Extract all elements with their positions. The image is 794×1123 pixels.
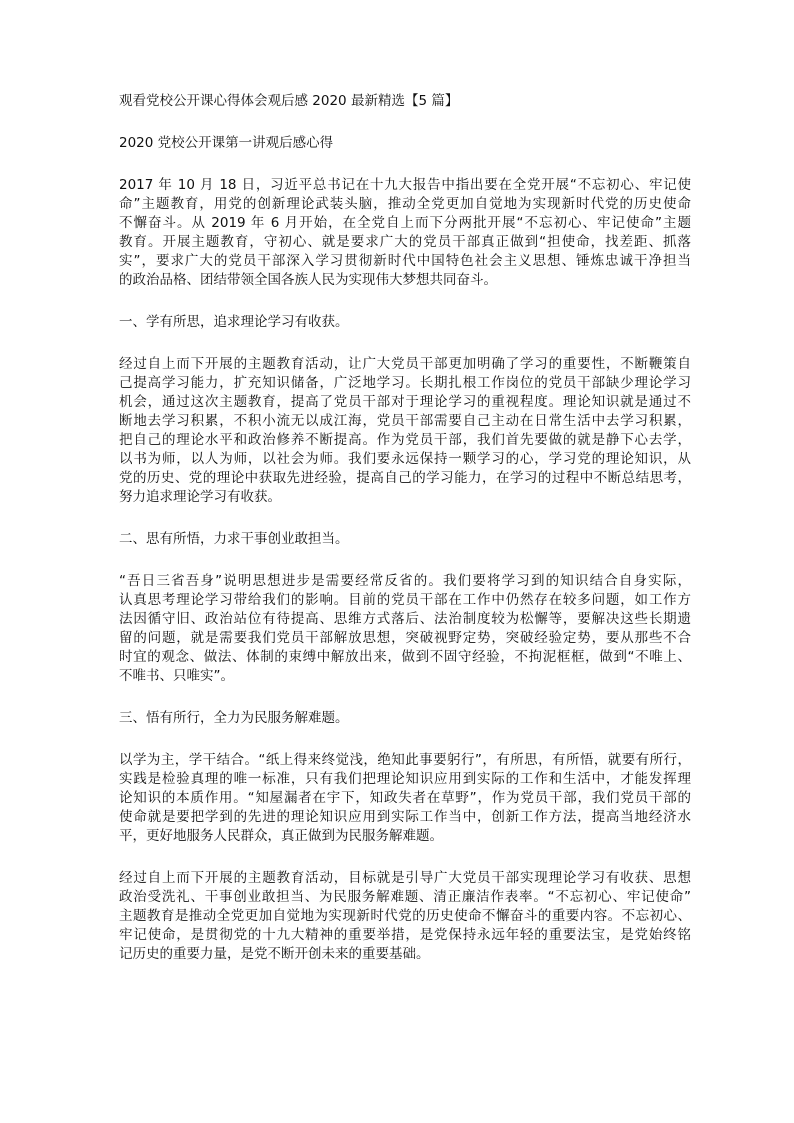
paragraph-line: 的政治品格、团结带领全国各族人民为实现伟大梦想共同奋斗。 bbox=[119, 272, 497, 288]
paragraph-line: 主题教育是推动全党更加自觉地为实现新时代党的历史使命不懈奋斗的重要内容。不忘初心、 bbox=[119, 908, 691, 924]
paragraph-line: 努力追求理论学习有收获。 bbox=[119, 489, 281, 505]
paragraph-line: 己提高学习能力，扩充知识储备，广泛地学习。长期扎根工作岗位的党员干部缺少理论学习 bbox=[119, 375, 691, 391]
paragraph-line: 不唯书、只唯实”。 bbox=[119, 668, 234, 684]
paragraph-line: 机会，通过这次主题教育，提高了党员干部对于理论学习的重视程度。理论知识就是通过不 bbox=[119, 394, 691, 410]
paragraph-line: 不懈奋斗。从 2019 年 6 月开始，在全党自上而下分两批开展“不忘初心、牢记使命”主题 bbox=[119, 215, 691, 231]
paragraph-line: 经过自上而下开展的主题教育活动，目标就是引导广大党员干部实现理论学习有收获、思想 bbox=[119, 870, 691, 886]
paragraph-line: 论知识的本质作用。“知屋漏者在宇下，知政失者在草野”，作为党员干部，我们党员干部的 bbox=[119, 790, 691, 806]
paragraph-line: 牢记使命，是贯彻党的十九大精神的重要举措，是党保持永远年轻的重要法宝，是党始终铭 bbox=[119, 927, 691, 943]
document-subtitle: 2020 党校公开课第一讲观后感心得 bbox=[119, 135, 334, 151]
paragraph-line: 以书为师，以人为师，以社会为师。我们要永远保持一颗学习的心，学习党的理论知识，从 bbox=[119, 451, 691, 467]
paragraph-line: 记历史的重要力量，是党不断开创未来的重要基础。 bbox=[119, 946, 430, 962]
paragraph-line: 时宜的观念、做法、体制的束缚中解放出来，做到不固守经验，不拘泥框框，做到“不唯上、 bbox=[119, 649, 691, 665]
document-title: 观看党校公开课心得体会观后感 2020 最新精选【5 篇】 bbox=[119, 93, 459, 109]
section-heading bbox=[119, 530, 691, 549]
body-paragraph bbox=[119, 751, 691, 846]
paragraph-line: 教育。开展主题教育，守初心、就是要求广大的党员干部真正做到“担使命，找差距、抓落 bbox=[119, 234, 691, 250]
paragraph-line: 把自己的理论水平和政治修养不断提高。作为党员干部，我们首先要做的就是静下心去学， bbox=[119, 432, 691, 448]
paragraph-line: 以学为主，学干结合。“纸上得来终觉浅，绝知此事要躬行”，有所思，有所悟，就要有所行， bbox=[119, 752, 691, 768]
paragraph-line: 认真思考理论学习带给我们的影响。目前的党员干部在工作中仍然存在较多问题，如工作方 bbox=[119, 592, 691, 608]
heading-text: 一、学有所思，追求理论学习有收获。 bbox=[119, 314, 349, 330]
heading-text: 三、悟有所行，全力为民服务解难题。 bbox=[119, 710, 349, 726]
paragraph-line: 经过自上而下开展的主题教育活动，让广大党员干部更加明确了学习的重要性，不断鞭策自 bbox=[119, 356, 691, 372]
paragraph-line: 断地去学习积累，不积小流无以成江海，党员干部需要自己主动在日常生活中去学习积累， bbox=[119, 413, 691, 429]
body-paragraph bbox=[119, 176, 691, 290]
paragraph-line: “吾日三省吾身”说明思想进步是需要经常反省的。我们要将学习到的知识结合自身实际， bbox=[119, 573, 691, 589]
paragraph-line: 法因循守旧、政治站位有待提高、思维方式落后、法治制度较为松懈等，要解决这些长期遗 bbox=[119, 611, 691, 627]
paragraph-line: 命”主题教育，用党的创新理论武装头脑，推动全党更加自觉地为实现新时代党的历史使命 bbox=[119, 196, 691, 212]
document-body bbox=[119, 176, 691, 964]
paragraph-line: 使命就是要把学到的先进的理论知识应用到实际工作当中，创新工作方法，提高当地经济水 bbox=[119, 809, 691, 825]
paragraph-line: 实践是检验真理的唯一标准，只有我们把理论知识应用到实际的工作和生活中，才能发挥理 bbox=[119, 771, 691, 787]
section-heading bbox=[119, 313, 691, 332]
body-paragraph bbox=[119, 355, 691, 507]
paragraph-line: 2017 年 10 月 18 日，习近平总书记在十九大报告中指出要在全党开展“不忘初心、牢记使 bbox=[119, 177, 691, 193]
paragraph-line: 留的问题，就是需要我们党员干部解放思想，突破视野定势，突破经验定势，要从那些不合 bbox=[119, 630, 691, 646]
section-heading bbox=[119, 709, 691, 728]
paragraph-line: 实”，要求广大的党员干部深入学习贯彻新时代中国特色社会主义思想、锤炼忠诚干净担当 bbox=[119, 253, 691, 269]
body-paragraph bbox=[119, 869, 691, 964]
paragraph-line: 平，更好地服务人民群众，真正做到为民服务解难题。 bbox=[119, 828, 443, 844]
body-paragraph bbox=[119, 572, 691, 686]
paragraph-line: 党的历史、党的理论中获取先进经验，提高自己的学习能力，在学习的过程中不断总结思考， bbox=[119, 470, 691, 486]
document-page bbox=[119, 92, 691, 987]
heading-text: 二、思有所悟，力求干事创业敢担当。 bbox=[119, 531, 349, 547]
paragraph-line: 政治受洗礼、干事创业敢担当、为民服务解难题、清正廉洁作表率。“不忘初心、牢记使命” bbox=[119, 889, 691, 905]
